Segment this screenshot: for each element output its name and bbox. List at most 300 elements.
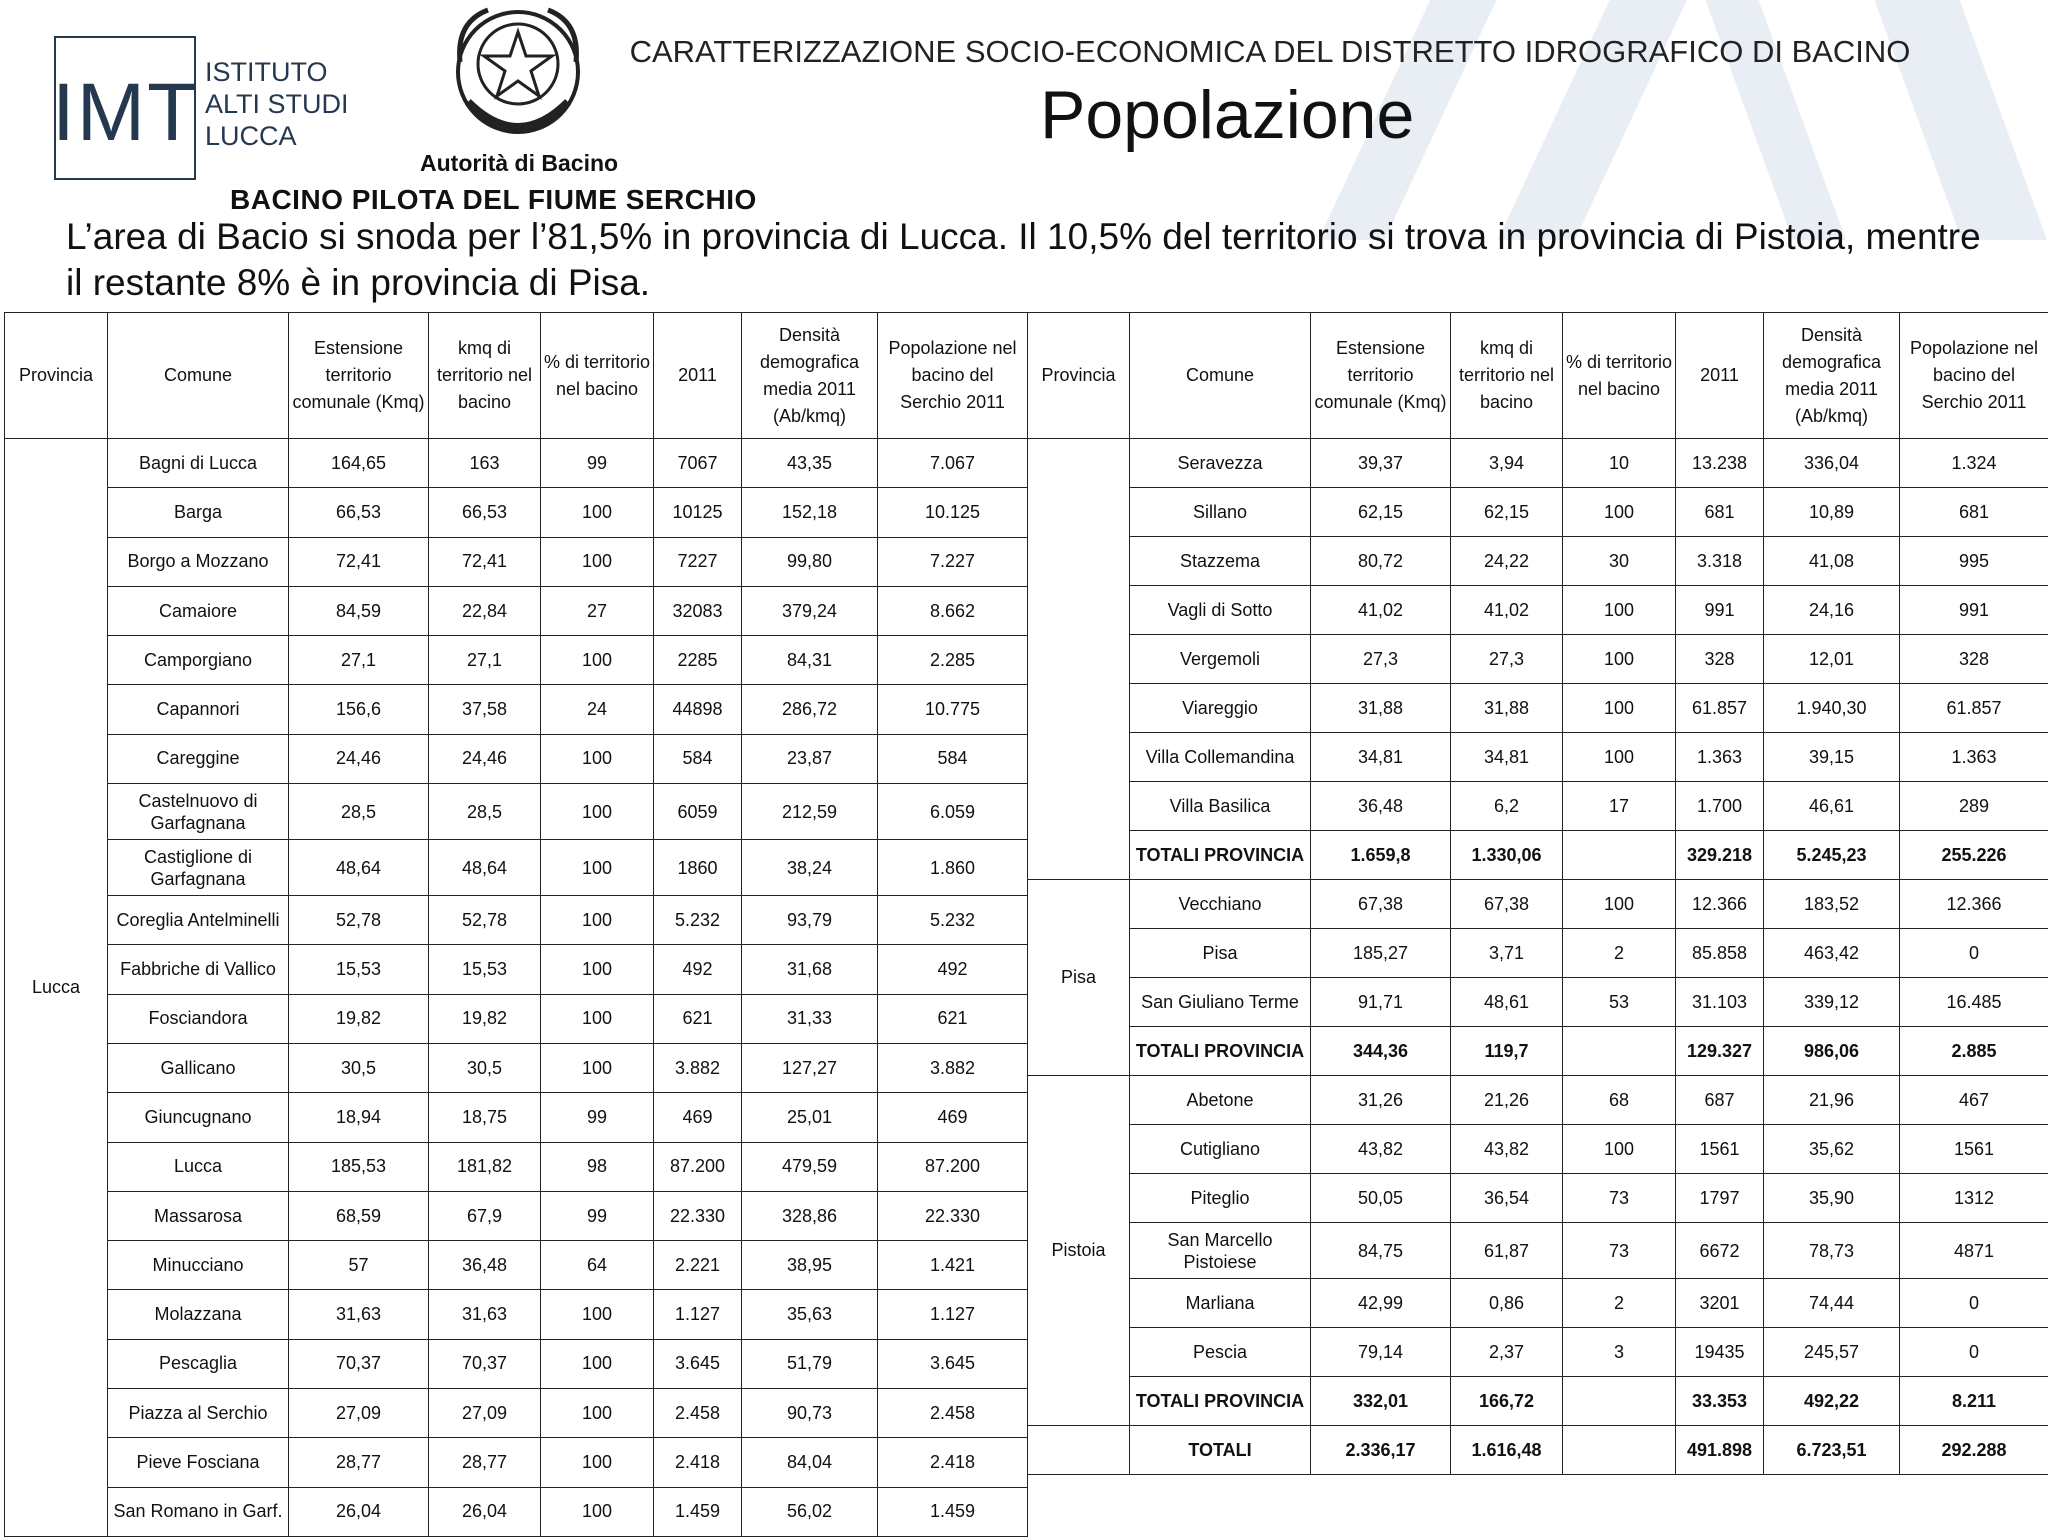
value-cell: 62,15 [1311,488,1451,537]
slide-title: Popolazione [1040,76,1414,154]
value-cell: 25,01 [742,1093,878,1142]
value-cell: 127,27 [742,1043,878,1092]
value-cell: 30 [1563,537,1676,586]
value-cell: 38,95 [742,1241,878,1290]
table-row [5,586,1028,635]
value-cell: 995 [1900,537,2048,586]
value-cell: 3.882 [654,1043,742,1092]
comune-cell: Coreglia Antelminelli [108,896,289,945]
value-cell: 48,64 [289,840,429,896]
value-cell: 100 [541,1290,654,1339]
value-cell: 27 [541,586,654,635]
comune-cell: Vecchiano [1130,880,1311,929]
value-cell: 26,04 [429,1487,541,1536]
total-row [1028,831,2048,880]
value-cell: 73 [1563,1174,1676,1223]
value-cell: 100 [541,840,654,896]
value-cell: 1.659,8 [1311,831,1451,880]
column-header: Estensione territorio comunale (Kmq) [1311,313,1451,439]
value-cell: 70,37 [429,1339,541,1388]
value-cell: 18,94 [289,1093,429,1142]
value-cell: 3.645 [878,1339,1028,1388]
value-cell: 12.366 [1676,880,1764,929]
value-cell: 289 [1900,782,2048,831]
value-cell: 1.459 [654,1487,742,1536]
comune-cell: Villa Collemandina [1130,733,1311,782]
table-row [5,1339,1028,1388]
value-cell: 2.418 [654,1438,742,1487]
value-cell: 100 [541,636,654,685]
value-cell: 31,26 [1311,1076,1451,1125]
table-header-row [5,313,1028,439]
value-cell: 31.103 [1676,978,1764,1027]
comune-cell: Camaiore [108,586,289,635]
total-row [1028,1027,2048,1076]
value-cell: 48,64 [429,840,541,896]
comune-cell: Castelnuovo di Garfagnana [108,784,289,840]
value-cell: 57 [289,1241,429,1290]
comune-cell: TOTALI PROVINCIA [1130,1377,1311,1426]
value-cell: 166,72 [1451,1377,1563,1426]
value-cell: 6,2 [1451,782,1563,831]
value-cell: 53 [1563,978,1676,1027]
value-cell: 24,22 [1451,537,1563,586]
intro-paragraph: L’area di Bacio si snoda per l’81,5% in provincia di Lucca. Il 10,5% del territorio si trova in provincia di Pistoia, mentre il restante 8% è in provincia di Pisa. [66,214,1996,306]
table-row [1028,1125,2048,1174]
value-cell: 87.200 [878,1142,1028,1191]
value-cell: 286,72 [742,685,878,734]
value-cell: 31,68 [742,945,878,994]
value-cell: 74,44 [1764,1279,1900,1328]
comune-cell: Camporgiano [108,636,289,685]
value-cell: 7227 [654,537,742,586]
value-cell: 31,63 [289,1290,429,1339]
comune-cell: Seravezza [1130,439,1311,488]
comune-cell: Careggine [108,734,289,783]
comune-cell: Gallicano [108,1043,289,1092]
value-cell: 6059 [654,784,742,840]
value-cell: 2,37 [1451,1328,1563,1377]
comune-cell: Sillano [1130,488,1311,537]
value-cell: 52,78 [289,896,429,945]
value-cell: 492,22 [1764,1377,1900,1426]
total-row [1028,1377,2048,1426]
logo-line: ISTITUTO [205,56,375,88]
comune-cell: Vergemoli [1130,635,1311,684]
value-cell: 2.221 [654,1241,742,1290]
value-cell: 19,82 [429,994,541,1043]
value-cell: 28,77 [289,1438,429,1487]
comune-cell: Pieve Fosciana [108,1438,289,1487]
basin-label: BACINO PILOTA DEL FIUME SERCHIO [230,184,757,216]
comune-cell: Stazzema [1130,537,1311,586]
value-cell: 39,15 [1764,733,1900,782]
value-cell: 3.882 [878,1043,1028,1092]
table-row [1028,1076,2048,1125]
value-cell: 100 [1563,1125,1676,1174]
value-cell: 28,5 [289,784,429,840]
value-cell: 43,82 [1451,1125,1563,1174]
value-cell: 62,15 [1451,488,1563,537]
table-row [5,685,1028,734]
value-cell: 26,04 [289,1487,429,1536]
value-cell: 255.226 [1900,831,2048,880]
value-cell: 292.288 [1900,1426,2048,1475]
value-cell: 1.127 [654,1290,742,1339]
table-row [5,1093,1028,1142]
table-row [5,1290,1028,1339]
column-header: kmq di territorio nel bacino [1451,313,1563,439]
value-cell: 621 [654,994,742,1043]
value-cell: 56,02 [742,1487,878,1536]
value-cell: 156,6 [289,685,429,734]
value-cell: 22,84 [429,586,541,635]
value-cell: 39,37 [1311,439,1451,488]
value-cell: 72,41 [429,537,541,586]
value-cell: 1.421 [878,1241,1028,1290]
value-cell: 93,79 [742,896,878,945]
value-cell: 51,79 [742,1339,878,1388]
value-cell: 2.285 [878,636,1028,685]
province-cell [1028,1426,1130,1475]
value-cell: 1.616,48 [1451,1426,1563,1475]
table-row [5,1487,1028,1536]
value-cell: 10,89 [1764,488,1900,537]
value-cell: 27,09 [289,1389,429,1438]
value-cell: 36,48 [1311,782,1451,831]
value-cell: 687 [1676,1076,1764,1125]
column-header: Densità demografica media 2011 (Ab/kmq) [742,313,878,439]
comune-cell: Piazza al Serchio [108,1389,289,1438]
value-cell: 16.485 [1900,978,2048,1027]
value-cell: 2.458 [878,1389,1028,1438]
value-cell: 78,73 [1764,1223,1900,1279]
value-cell: 68,59 [289,1191,429,1240]
value-cell: 1.363 [1676,733,1764,782]
value-cell: 1860 [654,840,742,896]
value-cell: 21,26 [1451,1076,1563,1125]
column-header: Comune [108,313,289,439]
comune-cell: San Romano in Garf. [108,1487,289,1536]
value-cell [1563,1426,1676,1475]
value-cell: 24,16 [1764,586,1900,635]
value-cell: 4871 [1900,1223,2048,1279]
table-row [5,945,1028,994]
table-row [5,1043,1028,1092]
table-row [5,994,1028,1043]
value-cell: 27,1 [429,636,541,685]
value-cell: 10 [1563,439,1676,488]
table-row [1028,488,2048,537]
comune-cell: Barga [108,488,289,537]
value-cell: 61.857 [1900,684,2048,733]
value-cell: 100 [541,896,654,945]
value-cell: 99 [541,1191,654,1240]
column-header: Provincia [1028,313,1130,439]
value-cell: 5.245,23 [1764,831,1900,880]
value-cell: 87.200 [654,1142,742,1191]
value-cell: 163 [429,439,541,488]
value-cell: 31,33 [742,994,878,1043]
value-cell: 3 [1563,1328,1676,1377]
comune-cell: Pisa [1130,929,1311,978]
value-cell: 19,82 [289,994,429,1043]
value-cell: 100 [541,1043,654,1092]
value-cell: 584 [654,734,742,783]
value-cell: 2 [1563,1279,1676,1328]
comune-cell: Capannori [108,685,289,734]
value-cell: 24,46 [289,734,429,783]
value-cell: 183,52 [1764,880,1900,929]
value-cell: 328,86 [742,1191,878,1240]
value-cell: 100 [541,734,654,783]
value-cell [1563,1027,1676,1076]
authority-label: Autorità di Bacino [420,150,618,177]
comune-cell: Fabbriche di Vallico [108,945,289,994]
value-cell: 129.327 [1676,1027,1764,1076]
value-cell: 61.857 [1676,684,1764,733]
value-cell: 479,59 [742,1142,878,1191]
value-cell: 2.885 [1900,1027,2048,1076]
value-cell: 15,53 [429,945,541,994]
value-cell: 19435 [1676,1328,1764,1377]
value-cell: 52,78 [429,896,541,945]
value-cell: 2.336,17 [1311,1426,1451,1475]
value-cell: 67,38 [1311,880,1451,929]
value-cell: 84,75 [1311,1223,1451,1279]
value-cell: 2 [1563,929,1676,978]
value-cell: 336,04 [1764,439,1900,488]
value-cell: 46,61 [1764,782,1900,831]
value-cell: 100 [541,784,654,840]
column-header: 2011 [1676,313,1764,439]
table-row [1028,733,2048,782]
value-cell: 991 [1676,586,1764,635]
value-cell: 31,88 [1451,684,1563,733]
value-cell: 12,01 [1764,635,1900,684]
table-row [5,636,1028,685]
value-cell: 84,04 [742,1438,878,1487]
value-cell: 328 [1676,635,1764,684]
value-cell: 379,24 [742,586,878,635]
value-cell: 185,27 [1311,929,1451,978]
value-cell: 0 [1900,1328,2048,1377]
value-cell: 3,94 [1451,439,1563,488]
value-cell: 18,75 [429,1093,541,1142]
table-row [5,537,1028,586]
comune-cell: Cutigliano [1130,1125,1311,1174]
province-cell: Lucca [5,439,108,1537]
comune-cell: TOTALI [1130,1426,1311,1475]
value-cell: 7.227 [878,537,1028,586]
value-cell: 35,90 [1764,1174,1900,1223]
value-cell: 3.318 [1676,537,1764,586]
table-row [1028,1223,2048,1279]
imt-logo-subtitle [205,56,375,152]
value-cell: 61,87 [1451,1223,1563,1279]
value-cell: 100 [1563,880,1676,929]
value-cell: 1312 [1900,1174,2048,1223]
column-header: % di territorio nel bacino [541,313,654,439]
value-cell: 17 [1563,782,1676,831]
comune-cell: Molazzana [108,1290,289,1339]
value-cell: 99,80 [742,537,878,586]
value-cell: 1.127 [878,1290,1028,1339]
value-cell: 31,88 [1311,684,1451,733]
column-header: 2011 [654,313,742,439]
value-cell: 6.723,51 [1764,1426,1900,1475]
imt-logo: IMT [52,66,199,160]
value-cell: 30,5 [289,1043,429,1092]
value-cell: 67,9 [429,1191,541,1240]
value-cell: 28,5 [429,784,541,840]
value-cell: 2.458 [654,1389,742,1438]
value-cell: 6.059 [878,784,1028,840]
value-cell: 23,87 [742,734,878,783]
value-cell: 36,48 [429,1241,541,1290]
value-cell: 10.775 [878,685,1028,734]
table-row [1028,1279,2048,1328]
value-cell: 991 [1900,586,2048,635]
value-cell: 31,63 [429,1290,541,1339]
comune-cell: Marliana [1130,1279,1311,1328]
value-cell: 100 [1563,586,1676,635]
value-cell: 329.218 [1676,831,1764,880]
value-cell: 10125 [654,488,742,537]
table-row [1028,439,2048,488]
value-cell: 27,09 [429,1389,541,1438]
value-cell: 50,05 [1311,1174,1451,1223]
table-row [1028,1328,2048,1377]
value-cell: 37,58 [429,685,541,734]
comune-cell: Giuncugnano [108,1093,289,1142]
value-cell: 681 [1900,488,2048,537]
table-row [5,1438,1028,1487]
table-row [5,896,1028,945]
value-cell: 100 [541,1339,654,1388]
value-cell: 24,46 [429,734,541,783]
value-cell: 43,35 [742,439,878,488]
value-cell: 2.418 [878,1438,1028,1487]
value-cell: 22.330 [878,1191,1028,1240]
value-cell: 98 [541,1142,654,1191]
table-row [5,734,1028,783]
value-cell: 100 [541,537,654,586]
logo-line: LUCCA [205,120,375,152]
value-cell: 24 [541,685,654,734]
value-cell: 100 [1563,488,1676,537]
value-cell: 328 [1900,635,2048,684]
value-cell: 152,18 [742,488,878,537]
value-cell: 91,71 [1311,978,1451,1027]
value-cell: 41,02 [1311,586,1451,635]
value-cell: 212,59 [742,784,878,840]
value-cell [1563,1377,1676,1426]
comune-cell: Lucca [108,1142,289,1191]
value-cell: 41,02 [1451,586,1563,635]
value-cell: 0 [1900,1279,2048,1328]
value-cell: 38,24 [742,840,878,896]
value-cell: 467 [1900,1076,2048,1125]
value-cell: 27,1 [289,636,429,685]
value-cell: 12.366 [1900,880,2048,929]
value-cell: 1.700 [1676,782,1764,831]
value-cell: 344,36 [1311,1027,1451,1076]
value-cell: 332,01 [1311,1377,1451,1426]
table-row [5,439,1028,488]
value-cell: 621 [878,994,1028,1043]
logo-line: ALTI STUDI [205,88,375,120]
value-cell: 36,54 [1451,1174,1563,1223]
column-header: % di territorio nel bacino [1563,313,1676,439]
value-cell: 72,41 [289,537,429,586]
value-cell: 27,3 [1311,635,1451,684]
value-cell: 3.645 [654,1339,742,1388]
value-cell: 84,59 [289,586,429,635]
value-cell: 10.125 [878,488,1028,537]
value-cell: 1.324 [1900,439,2048,488]
value-cell: 5.232 [878,896,1028,945]
value-cell: 0,86 [1451,1279,1563,1328]
value-cell: 463,42 [1764,929,1900,978]
value-cell: 67,38 [1451,880,1563,929]
value-cell: 43,82 [1311,1125,1451,1174]
column-header: kmq di territorio nel bacino [429,313,541,439]
value-cell: 119,7 [1451,1027,1563,1076]
value-cell: 7067 [654,439,742,488]
value-cell: 84,31 [742,636,878,685]
value-cell: 1.459 [878,1487,1028,1536]
table-header-row [1028,313,2048,439]
value-cell: 35,63 [742,1290,878,1339]
comune-cell: Minucciano [108,1241,289,1290]
table-row [1028,782,2048,831]
value-cell [1563,831,1676,880]
slide-subtitle: CARATTERIZZAZIONE SOCIO-ECONOMICA DEL DISTRETTO IDROGRAFICO DI BACINO [610,34,1930,70]
table-row [1028,684,2048,733]
value-cell: 80,72 [1311,537,1451,586]
value-cell: 42,99 [1311,1279,1451,1328]
value-cell: 2285 [654,636,742,685]
table-row [1028,586,2048,635]
table-row [5,488,1028,537]
province-cell [1028,439,1130,880]
value-cell: 185,53 [289,1142,429,1191]
value-cell: 66,53 [429,488,541,537]
table-row [5,1241,1028,1290]
comune-cell: Abetone [1130,1076,1311,1125]
value-cell: 34,81 [1311,733,1451,782]
value-cell: 85.858 [1676,929,1764,978]
table-row [5,1389,1028,1438]
value-cell: 41,08 [1764,537,1900,586]
value-cell: 1797 [1676,1174,1764,1223]
value-cell: 3,71 [1451,929,1563,978]
table-row [5,840,1028,896]
value-cell: 1561 [1676,1125,1764,1174]
comune-cell: Pescia [1130,1328,1311,1377]
value-cell: 100 [541,1487,654,1536]
value-cell: 7.067 [878,439,1028,488]
column-header: Provincia [5,313,108,439]
value-cell: 15,53 [289,945,429,994]
value-cell: 79,14 [1311,1328,1451,1377]
value-cell: 245,57 [1764,1328,1900,1377]
value-cell: 66,53 [289,488,429,537]
value-cell: 28,77 [429,1438,541,1487]
value-cell: 681 [1676,488,1764,537]
table-row [5,1191,1028,1240]
